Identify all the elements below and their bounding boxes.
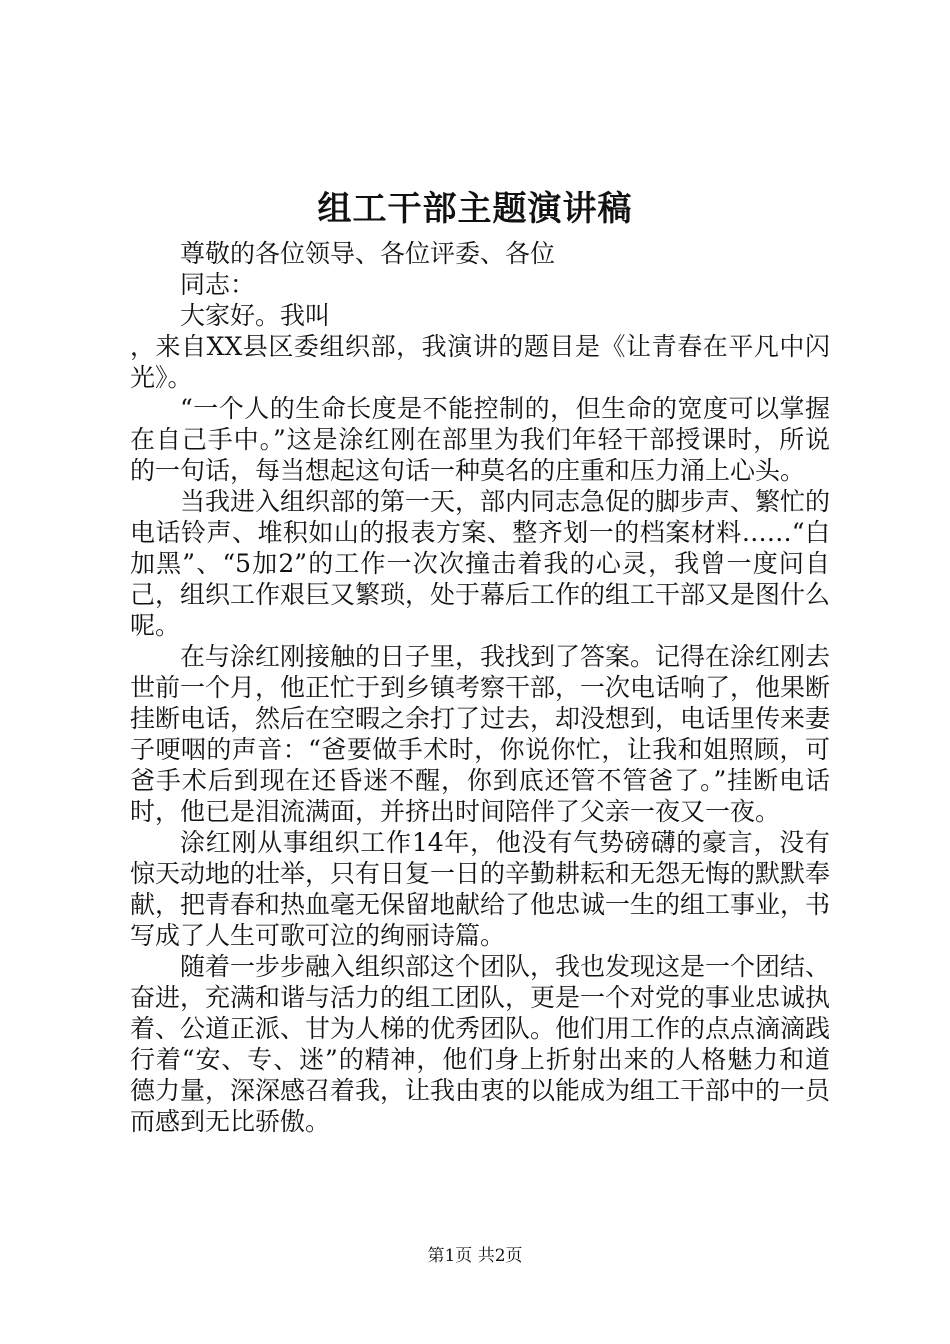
page-footer: 第1页 共2页 bbox=[427, 1246, 523, 1266]
paragraph-salutation-cont: 同志： bbox=[180, 270, 256, 299]
paragraph-salutation: 尊敬的各位领导、各位评委、各位 bbox=[180, 239, 556, 268]
paragraph-team: 随着一步步融入组织部这个团队，我也发现这是一个团结、奋进，充满和谐与活力的组工团队，更是一个对党的事业忠诚执着、公道正派、甘为人梯的优秀团队。他们用工作的点点滴滴践行着“安、专、迷”的精神，他们身上折射出来的人格魅力和道德力量，深深感召着我，让我由衷的以能成为组工干部中的一员而感到无比骄傲。 bbox=[130, 952, 831, 1136]
paragraph-dedication: 涂红刚从事组织工作14年，他没有气势磅礴的豪言，没有惊天动地的壮举，只有日复一日的辛勤耕耘和无怨无悔的默默奉献，把青春和热血毫无保留地献给了他忠诚一生的组工事业，书写成了人生可歌可泣的绚丽诗篇。 bbox=[130, 828, 831, 950]
document-body bbox=[130, 208, 830, 1137]
paragraph-intro: ，来自XX县区委组织部，我演讲的题目是《让青春在平凡中闪光》。 bbox=[130, 332, 830, 392]
paragraph-first-day: 当我进入组织部的第一天，部内同志急促的脚步声、繁忙的电话铃声、堆积如山的报表方案、整齐划一的档案材料……“白加黑”、“5加2”的工作一次次撞击着我的心灵，我曾一度问自己，组织工作艰巨又繁琐，处于幕后工作的组工干部又是图什么呢。 bbox=[130, 487, 831, 640]
paragraph-quote: “一个人的生命长度是不能控制的，但生命的宽度可以掌握在自己手中。”这是涂红刚在部里为我们年轻干部授课时，所说的一句话，每当想起这句话一种莫名的庄重和压力涌上心头。 bbox=[130, 394, 830, 485]
paragraph-answer: 在与涂红刚接触的日子里，我找到了答案。记得在涂红刚去世前一个月，他正忙于到乡镇考察干部，一次电话响了，他果断挂断电话，然后在空暇之余打了过去，却没想到，电话里传来妻子哽咽的声音：“爸要做手术时，你说你忙，让我和姐照顾，可爸手术后到现在还昏迷不醒，你到底还管不管爸了。”挂断电话时，他已是泪流满面，并挤出时间陪伴了父亲一夜又一夜。 bbox=[130, 642, 831, 826]
document-title: 组工干部主题演讲稿 bbox=[317, 189, 633, 229]
paragraph-greeting: 大家好。我叫 bbox=[180, 301, 331, 330]
